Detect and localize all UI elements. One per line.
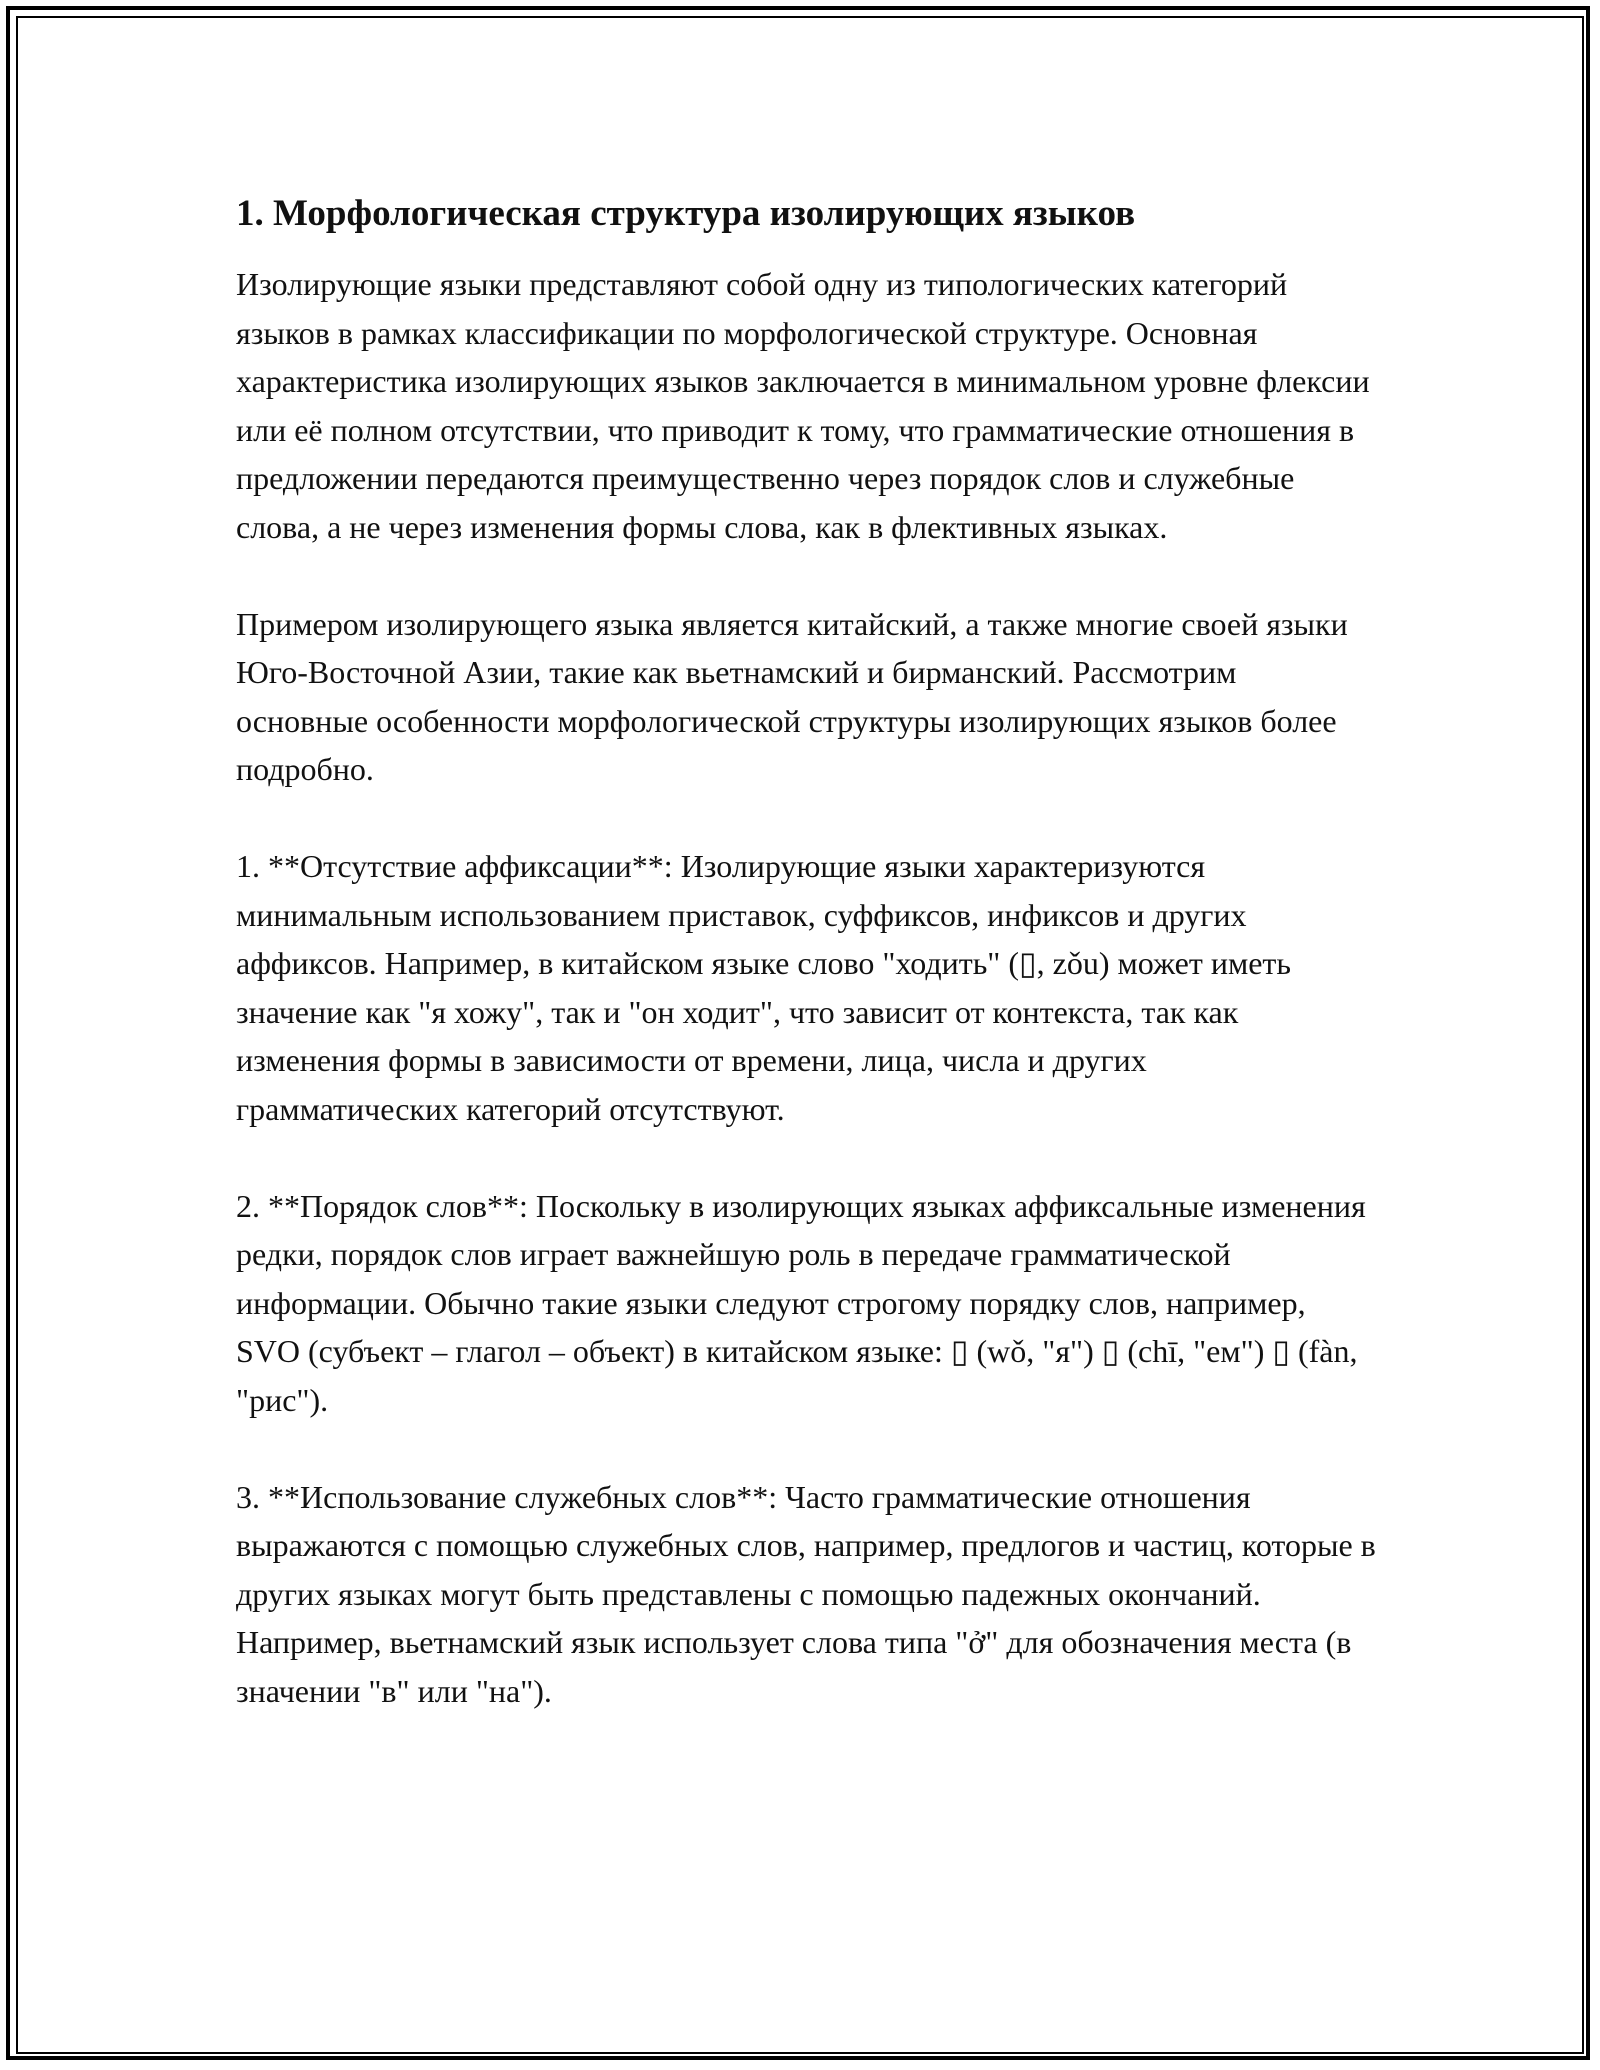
paragraph-intro: Изолирующие языки представляют собой одну из типологических категорий языков в рамках классификации по морфологической структуре. Основная характеристика изолирующих языков заключается в минимальном уровне флексии или её полном отсутствии, что приводит к тому, что грамматические отношения в предложении передаются преимущественно через порядок слов и служебные слова, а не через изменения формы слова, как в флективных языках. <box>236 266 1370 545</box>
paragraph-function-words: 3. **Использование служебных слов**: Часто грамматические отношения выражаются с помощью служебных слов, например, предлогов и частиц, которые в других языках могут быть представлены с помощью падежных окончаний. Например, вьетнамский язык использует слова типа "ở" для обозначения места (в значении "в" или "на"). <box>236 1478 1376 1709</box>
paragraph-word-order: 2. **Порядок слов**: Поскольку в изолирующих языках аффиксальные изменения редки, порядок слов играет важнейшую роль в передаче грамматической информации. Обычно такие языки следуют строгому порядку слов, например, SVO (субъект – глагол – объект) в китайском языке: ▯ (wǒ, "я") ▯ (chī, "ем") ▯ (fàn, "рис"). <box>236 1187 1366 1418</box>
paragraph-examples: Примером изолирующего языка является китайский, а также многие своей языки Юго-Восточной Азии, такие как вьетнамский и бирманский. Рассмотрим основные особенности морфологической структуры изолирующих языков более подробно. <box>236 605 1348 787</box>
paragraph-affixation: 1. **Отсутствие аффиксации**: Изолирующие языки характеризуются минимальным использованием приставок, суффиксов, инфиксов и других аффиксов. Например, в китайском языке слово "ходить" (▯, zǒu) может иметь значение как "я хожу", так и "он ходит", что зависит от контекста, так как изменения формы в зависимости от времени, лица, числа и других грамматических категорий отсутствуют. <box>236 848 1291 1127</box>
document-body <box>236 190 1376 1764</box>
section-heading: 1. Морфологическая структура изолирующих языков <box>236 193 1136 234</box>
